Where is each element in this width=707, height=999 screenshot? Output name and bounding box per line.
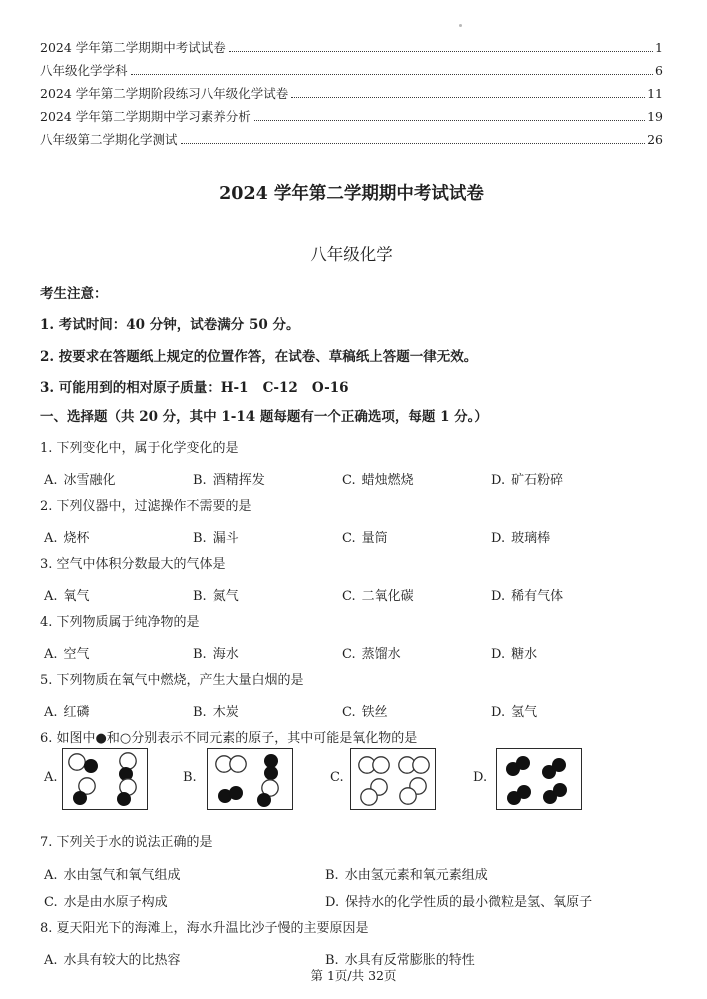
option-text: 保持水的化学性质的最小微粒是氢、氧原子 bbox=[345, 895, 593, 910]
section-heading: 一、选择题（共 20 分，其中 1-14 题每题有一个正确选项，每题 1 分。） bbox=[40, 408, 488, 425]
molecule-box-d bbox=[496, 748, 582, 810]
toc-item bbox=[40, 128, 663, 151]
toc-page-number: 11 bbox=[647, 86, 663, 101]
option-text: 矿石粉碎 bbox=[511, 473, 564, 488]
black-atom bbox=[117, 792, 131, 806]
page-footer: 第 1页/共 32页 bbox=[310, 968, 397, 983]
option-c[interactable] bbox=[44, 891, 168, 910]
option-text: 红磷 bbox=[63, 705, 90, 720]
toc-leader-dots bbox=[131, 74, 654, 75]
white-atom bbox=[69, 754, 85, 770]
option-label: B. bbox=[193, 473, 207, 488]
option-label: A. bbox=[44, 473, 58, 488]
option-text: 玻璃棒 bbox=[511, 531, 551, 546]
question-7-text: 7. 下列关于水的说法正确的是 bbox=[40, 835, 213, 850]
option-label[interactable]: B. bbox=[183, 770, 197, 785]
option-label: A. bbox=[44, 867, 58, 883]
option-a[interactable] bbox=[44, 527, 90, 546]
question-5-options bbox=[40, 701, 663, 718]
option-label: A. bbox=[44, 705, 58, 720]
option-d[interactable] bbox=[325, 891, 592, 910]
table-of-contents bbox=[40, 36, 663, 151]
option-c[interactable] bbox=[342, 643, 401, 662]
option-text: 铁丝 bbox=[361, 705, 388, 720]
toc-leader-dots bbox=[291, 97, 645, 98]
white-atom bbox=[400, 788, 416, 804]
toc-page-number: 1 bbox=[655, 40, 663, 55]
toc-page-number: 26 bbox=[647, 132, 663, 147]
option-text: 氮气 bbox=[212, 589, 239, 604]
option-label: D. bbox=[325, 895, 340, 910]
toc-item-label[interactable]: 2024 学年第二学期期中学习素养分析 bbox=[40, 109, 251, 124]
option-label: A. bbox=[44, 953, 58, 968]
toc-page-number: 6 bbox=[655, 63, 663, 78]
option-a[interactable] bbox=[44, 469, 116, 488]
option-text: 二氧化碳 bbox=[361, 589, 414, 604]
option-label: B. bbox=[193, 647, 207, 662]
option-a[interactable] bbox=[44, 701, 90, 720]
toc-item-label[interactable]: 八年级化学学科 bbox=[40, 63, 128, 78]
black-atom bbox=[84, 759, 98, 773]
black-atom bbox=[264, 766, 278, 780]
question-7-options-row-1 bbox=[40, 864, 663, 881]
option-label: B. bbox=[325, 953, 339, 968]
option-a[interactable] bbox=[44, 643, 90, 662]
molecule-diagram-svg bbox=[63, 749, 147, 809]
black-atom bbox=[553, 783, 567, 797]
option-b[interactable] bbox=[193, 701, 239, 720]
option-d[interactable] bbox=[491, 469, 563, 488]
option-label: D. bbox=[491, 531, 506, 546]
option-text: 蜡烛燃烧 bbox=[361, 473, 414, 488]
option-b[interactable] bbox=[325, 864, 488, 883]
toc-item bbox=[40, 36, 663, 59]
toc-item-label[interactable]: 八年级第二学期化学测试 bbox=[40, 132, 178, 147]
black-atom bbox=[73, 791, 87, 805]
molecule-diagram-svg bbox=[497, 749, 581, 809]
black-atom bbox=[552, 758, 566, 772]
option-label: C. bbox=[342, 589, 356, 604]
option-text: 水由氢气和氧气组成 bbox=[63, 867, 181, 883]
option-label: A. bbox=[44, 647, 58, 662]
molecule-box-c bbox=[350, 748, 436, 810]
toc-page-number: 19 bbox=[647, 109, 663, 124]
option-label: D. bbox=[491, 647, 506, 662]
option-label: B. bbox=[193, 705, 207, 720]
toc-leader-dots bbox=[229, 51, 653, 52]
question-2-text: 2. 下列仪器中，过滤操作不需要的是 bbox=[40, 498, 252, 514]
black-atom bbox=[516, 756, 530, 770]
notice-heading: 考生注意： bbox=[40, 286, 108, 302]
question-4-options bbox=[40, 643, 663, 660]
option-label: C. bbox=[342, 531, 356, 546]
option-label: B. bbox=[193, 531, 207, 546]
notice-item-2: 2. 按要求在答题纸上规定的位置作答，在试卷、草稿纸上答题一律无效。 bbox=[40, 348, 478, 365]
question-3-options bbox=[40, 585, 663, 602]
black-atom bbox=[264, 754, 278, 768]
molecule-diagram-svg bbox=[351, 749, 435, 809]
option-b[interactable] bbox=[193, 469, 265, 488]
white-atom bbox=[361, 789, 377, 805]
option-label: A. bbox=[44, 589, 58, 604]
black-atom bbox=[229, 786, 243, 800]
option-label: B. bbox=[193, 589, 207, 604]
option-text: 糖水 bbox=[511, 647, 538, 662]
toc-leader-dots bbox=[181, 143, 646, 144]
question-6-text: 6. 如图中●和○分别表示不同元素的原子，其中可能是氧化物的是 bbox=[40, 730, 418, 746]
molecule-box-a bbox=[62, 748, 148, 810]
question-1-text: 1. 下列变化中，属于化学变化的是 bbox=[40, 440, 239, 456]
question-3-text: 3. 空气中体积分数最大的气体是 bbox=[40, 556, 226, 572]
option-text: 酒精挥发 bbox=[212, 473, 265, 488]
option-label: A. bbox=[44, 531, 58, 546]
notice-item-1: 1. 考试时间：40 分钟，试卷满分 50 分。 bbox=[40, 317, 300, 333]
toc-leader-dots bbox=[254, 120, 645, 121]
option-d[interactable] bbox=[491, 701, 537, 720]
white-atom bbox=[373, 757, 389, 773]
question-8-text: 8. 夏天阳光下的海滩上，海水升温比沙子慢的主要原因是 bbox=[40, 920, 369, 936]
exam-subtitle: 八年级化学 bbox=[310, 245, 393, 264]
option-c[interactable] bbox=[342, 701, 388, 720]
option-text: 量筒 bbox=[361, 531, 388, 546]
option-label: B. bbox=[325, 867, 339, 883]
option-text: 烧杯 bbox=[63, 531, 90, 546]
option-c[interactable] bbox=[342, 585, 414, 604]
option-text: 木炭 bbox=[212, 705, 239, 720]
option-text: 水是由水原子构成 bbox=[63, 895, 168, 910]
option-text: 漏斗 bbox=[212, 531, 239, 546]
option-text: 氧气 bbox=[63, 589, 90, 604]
option-a[interactable] bbox=[44, 864, 181, 883]
option-b[interactable] bbox=[193, 643, 239, 662]
option-label[interactable]: D. bbox=[473, 770, 488, 785]
molecule-diagram-svg bbox=[208, 749, 292, 809]
option-b[interactable] bbox=[193, 527, 239, 546]
option-label: C. bbox=[44, 895, 58, 910]
question-2-options bbox=[40, 527, 663, 544]
question-8-options bbox=[40, 949, 663, 966]
option-d[interactable] bbox=[491, 585, 563, 604]
scan-artifact-dot bbox=[459, 24, 462, 27]
white-atom bbox=[413, 757, 429, 773]
option-text: 稀有气体 bbox=[511, 589, 564, 604]
option-label: C. bbox=[342, 705, 356, 720]
option-text: 水由氢元素和氧元素组成 bbox=[344, 867, 488, 883]
option-text: 蒸馏水 bbox=[361, 647, 401, 662]
option-label: C. bbox=[342, 647, 356, 662]
option-text: 冰雪融化 bbox=[63, 473, 116, 488]
molecule-box-b bbox=[207, 748, 293, 810]
question-6-molecule-diagram bbox=[40, 748, 663, 810]
option-d[interactable] bbox=[491, 643, 537, 662]
option-label[interactable]: A. bbox=[44, 770, 58, 785]
toc-item bbox=[40, 105, 663, 128]
white-atom bbox=[230, 756, 246, 772]
toc-item-label[interactable]: 2024 学年第二学期期中考试试卷 bbox=[40, 40, 226, 55]
option-d[interactable] bbox=[491, 527, 550, 546]
question-4-text: 4. 下列物质属于纯净物的是 bbox=[40, 614, 200, 630]
option-label: D. bbox=[491, 473, 506, 488]
exam-title: 2024 学年第二学期期中考试试卷 bbox=[219, 184, 484, 204]
white-atom bbox=[120, 753, 136, 769]
option-b[interactable] bbox=[193, 585, 239, 604]
option-text: 海水 bbox=[212, 647, 239, 662]
black-atom bbox=[257, 793, 271, 807]
toc-item bbox=[40, 59, 663, 82]
option-label: D. bbox=[491, 705, 506, 720]
notice-item-3: 3. 可能用到的相对原子质量：H-1 C-12 O-16 bbox=[40, 380, 349, 396]
question-1-options bbox=[40, 469, 663, 486]
option-c[interactable] bbox=[342, 469, 414, 488]
question-7-options-row-2 bbox=[40, 891, 663, 908]
option-text: 水具有较大的比热容 bbox=[63, 953, 181, 968]
option-text: 水具有反常膨胀的特性 bbox=[344, 953, 475, 968]
option-a[interactable] bbox=[44, 585, 90, 604]
option-c[interactable] bbox=[342, 527, 388, 546]
option-label: D. bbox=[491, 589, 506, 604]
option-text: 空气 bbox=[63, 647, 90, 662]
toc-item bbox=[40, 82, 663, 105]
question-5-text: 5. 下列物质在氧气中燃烧，产生大量白烟的是 bbox=[40, 672, 304, 688]
option-label: C. bbox=[342, 473, 356, 488]
option-label[interactable]: C. bbox=[330, 770, 344, 785]
toc-item-label[interactable]: 2024 学年第二学期阶段练习八年级化学试卷 bbox=[40, 86, 289, 101]
black-atom bbox=[517, 785, 531, 799]
option-text: 氢气 bbox=[511, 705, 538, 720]
